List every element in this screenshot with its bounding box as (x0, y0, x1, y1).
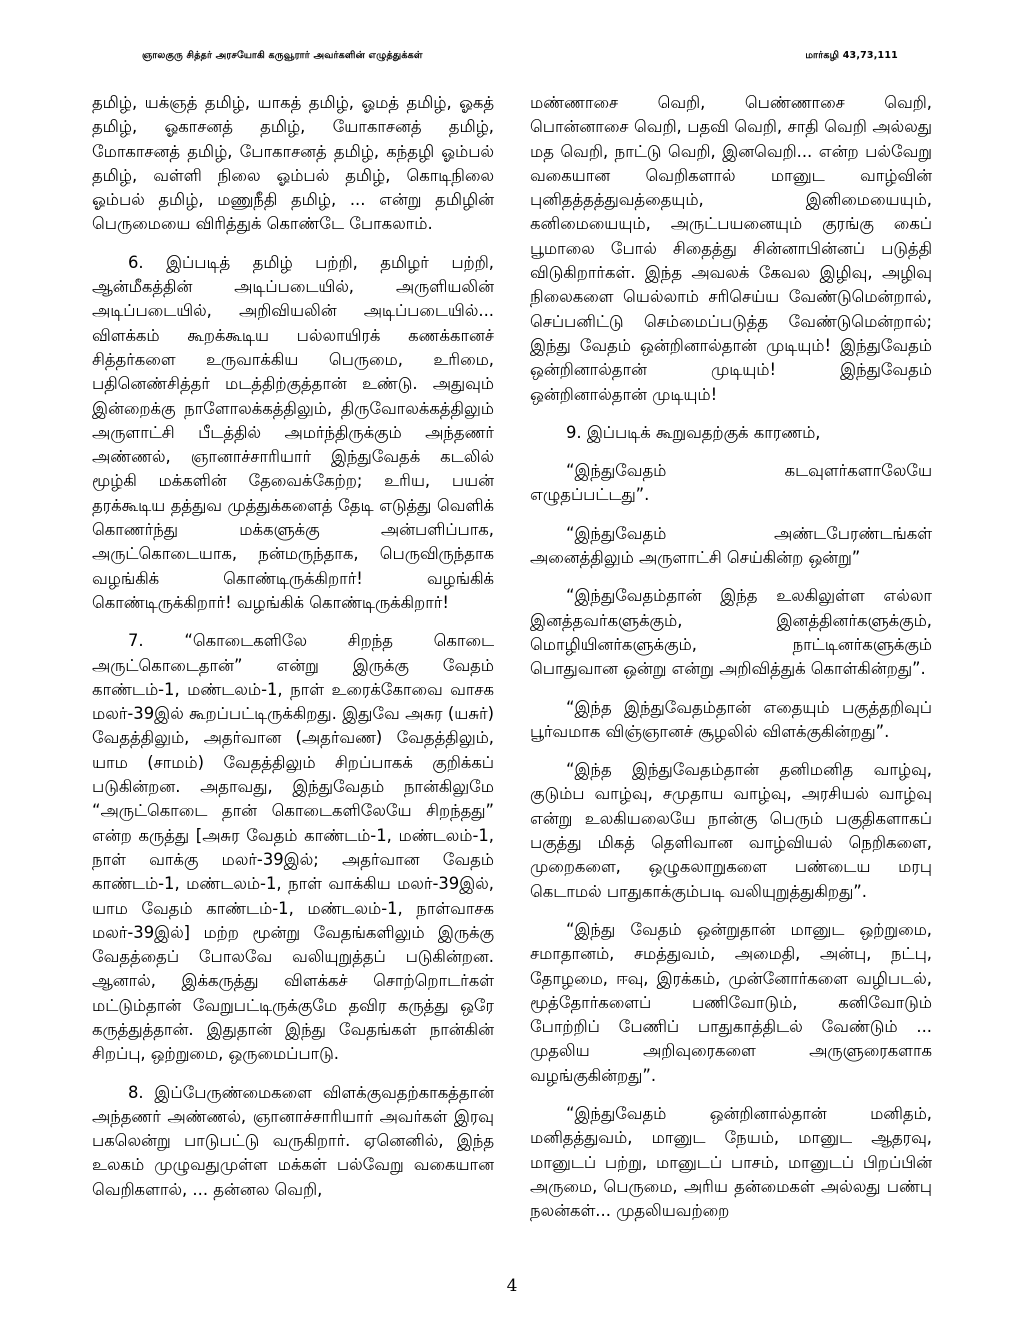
paragraph: 6. இப்படித் தமிழ் பற்றி, தமிழர் பற்றி, ஆன்மீகத்தின் அடிப்படையில், அருளியலின் அடிப்படையில், அறிவியலின் அடிப்படையில்... விளக்கம் கூறக்கூடிய பல்லாயிரக் கணக்கானச் சித்தர்களை உருவாக்கிய பெருமை, உரிமை, பதினெண்சித்தர் மடத்திற்குத்தான் உண்டு. அதுவும் இன்றைக்கு நாளோலக்கத்திலும், திருவோலக்கத்திலும் அருளாட்சி பீடத்தில் அமர்ந்திருக்கும் அந்தணர் அண்ணல், ஞானாச்சாரியார் இந்துவேதக் கடலில் மூழ்கி மக்களின் தேவைக்கேற்ற; உரிய, பயன் தரக்கூடிய தத்துவ முத்துக்களைத் தேடி எடுத்து வெளிக் கொணர்ந்து மக்களுக்கு அன்பளிப்பாக, அருட்கொடையாக, நன்மருந்தாக, பெருவிருந்தாக வழங்கிக் கொண்டிருக்கிறார்! வழங்கிக் கொண்டிருக்கிறார்! வழங்கிக் கொண்டிருக்கிறார்! (92, 252, 494, 612)
paragraph: 8. இப்பேருண்மைகளை விளக்குவதற்காகத்தான் அந்தணர் அண்ணல், ஞானாச்சாரியார் அவர்கள் இரவு பகலென்று பாடுபட்டு வருகிறார். ஏனெனில், இந்த உலகம் முழுவதுமுள்ள மக்கள் பல்வேறு வகையான வெறிகளால், ... தன்னல வெறி, (92, 1082, 494, 1199)
page-number: 4 (506, 1276, 518, 1296)
paragraph: மண்ணாசை வெறி, பெண்ணாசை வெறி, பொன்னாசை வெறி, பதவி வெறி, சாதி வெறி அல்லது மத வெறி, நாட்டு வெறி, இனவெறி... என்ற பல்வேறு வகையான வெறிகளால் மானுட வாழ்வின் புனிதத்தத்துவத்தையும், இனிமையையும், கனிமையையும், அருட்பயனையும் குரங்கு கைப் பூமாலை போல் சிதைத்து சின்னாபின்னப் படுத்தி விடுகிறார்கள். இந்த அவலக் கேவல இழிவு, அழிவு நிலைகளை யெல்லாம் சரிசெய்ய வேண்டுமென்றால், செப்பனிட்டு செம்மைப்படுத்த வேண்டுமென்றால்; இந்து வேதம் ஒன்றினால்தான் முடியும்! இந்துவேதம் ஒன்றினால்தான் முடியும்! இந்துவேதம் ஒன்றினால்தான் முடியும்! (530, 93, 932, 404)
right-column (530, 91, 932, 1237)
paragraph: “இந்துவேதம் அண்டபேரண்டங்கள் அனைத்திலும் அருளாட்சி செய்கின்ற ஒன்று” (530, 523, 932, 568)
header-title: ஞாலகுரு சித்தர் அரசயோகி கருவூரார் அவர்களின் எழுத்துக்கள் (142, 50, 423, 61)
paragraph: “இந்துவேதம்தான் இந்த உலகிலுள்ள எல்லா இனத்தவர்களுக்கும், இனத்தினர்களுக்கும், மொழியினர்களுக்கும், நாட்டினர்களுக்கும் பொதுவான ஒன்று என்று அறிவித்துக் கொள்கின்றது”. (530, 586, 932, 679)
header-date: மார்கழி 43,73,111 (805, 50, 898, 61)
paragraph: 9. இப்படிக் கூறுவதற்குக் காரணம், (566, 422, 821, 442)
running-header (142, 50, 898, 66)
paragraph: “இந்துவேதம் கடவுளர்களாலேயே எழுதப்பட்டது”. (530, 461, 932, 505)
left-column (92, 91, 494, 1216)
paragraph: “இந்த இந்துவேதம்தான் எதையும் பகுத்தறிவுப் பூர்வமாக விஞ்ஞானச் சூழலில் விளக்குகின்றது”. (530, 697, 932, 741)
paragraph: 7. “கொடைகளிலே சிறந்த கொடை அருட்கொடைதான்” என்று இருக்கு வேதம் காண்டம்-1, மண்டலம்-1, நாள் உரைக்கோவை வாசக மலர்-39இல் கூறப்பட்டிருக்கிறது. இதுவே அசுர (யசுர்) வேதத்திலும், அதர்வான (அதர்வண) வேதத்திலும், யாம (சாமம்) வேதத்திலும் சிறப்பாகக் குறிக்கப் படுகின்றன. அதாவது, இந்துவேதம் நான்கிலுமே “அருட்கொடை தான் கொடைகளிலேயே சிறந்தது” என்ற கருத்து [அசுர வேதம் காண்டம்-1, மண்டலம்-1, நாள் வாக்கு மலர்-39இல்; அதர்வான வேதம் காண்டம்-1, மண்டலம்-1, நாள் வாக்கிய மலர்-39இல், யாம வேதம் காண்டம்-1, மண்டலம்-1, நாள்வாசக மலர்-39இல்] மற்ற மூன்று வேதங்களிலும் இருக்கு வேதத்தைப் போலவே வலியுறுத்தப் படுகின்றன. ஆனால், இக்கருத்து விளக்கச் சொற்றொடர்கள் மட்டும்தான் வேறுபட்டிருக்குமே தவிர கருத்து ஒரே கருத்துத்தான். இதுதான் இந்து வேதங்கள் நான்கின் சிறப்பு, ஒற்றுமை, ஒருமைப்பாடு. (92, 631, 494, 1064)
paragraph: “இந்த இந்துவேதம்தான் தனிமனித வாழ்வு, குடும்ப வாழ்வு, சமுதாய வாழ்வு, அரசியல் வாழ்வு என்று உலகியலையே நான்கு பெரும் பகுதிகளாகப் பகுத்து மிகத் தெளிவான வாழ்வியல் நெறிகளை, முறைகளை, ஒழுகலாறுகளை பண்டைய மரபு கெடாமல் பாதுகாக்கும்படி வலியுறுத்துகிறது”. (530, 760, 932, 901)
paragraph: தமிழ், யக்ஞத் தமிழ், யாகத் தமிழ், ஓமத் தமிழ், ஓகத் தமிழ், ஓகாசனத் தமிழ், யோகாசனத் தமிழ், மோகாசனத் தமிழ், போகாசனத் தமிழ், கந்தழி ஓம்பல் தமிழ், வள்ளி நிலை ஓம்பல் தமிழ், கொடிநிலை ஓம்பல் தமிழ், மணுநீதி தமிழ், ... என்று தமிழின் பெருமையை விரித்துக் கொண்டே போகலாம். (92, 93, 494, 234)
paragraph: “இந்துவேதம் ஒன்றினால்தான் மனிதம், மனிதத்துவம், மானுட நேயம், மானுட ஆதரவு, மானுடப் பற்று, மானுடப் பாசம், மானுடப் பிறப்பின் அருமை, பெருமை, அரிய தன்மைகள் அல்லது பண்பு நலன்கள்... முதலியவற்றை (530, 1103, 932, 1221)
paragraph: “இந்து வேதம் ஒன்றுதான் மானுட ஒற்றுமை, சமாதானம், சமத்துவம், அமைதி, அன்பு, நட்பு, தோழமை, ஈவு, இரக்கம், முன்னோர்களை வழிபடல், மூத்தோர்களைப் பணிவோடும், கனிவோடும் போற்றிப் பேணிப் பாதுகாத்திடல் வேண்டும் ... முதலிய அறிவுரைகளை அருளுரைகளாக வழங்குகின்றது”. (530, 919, 932, 1085)
